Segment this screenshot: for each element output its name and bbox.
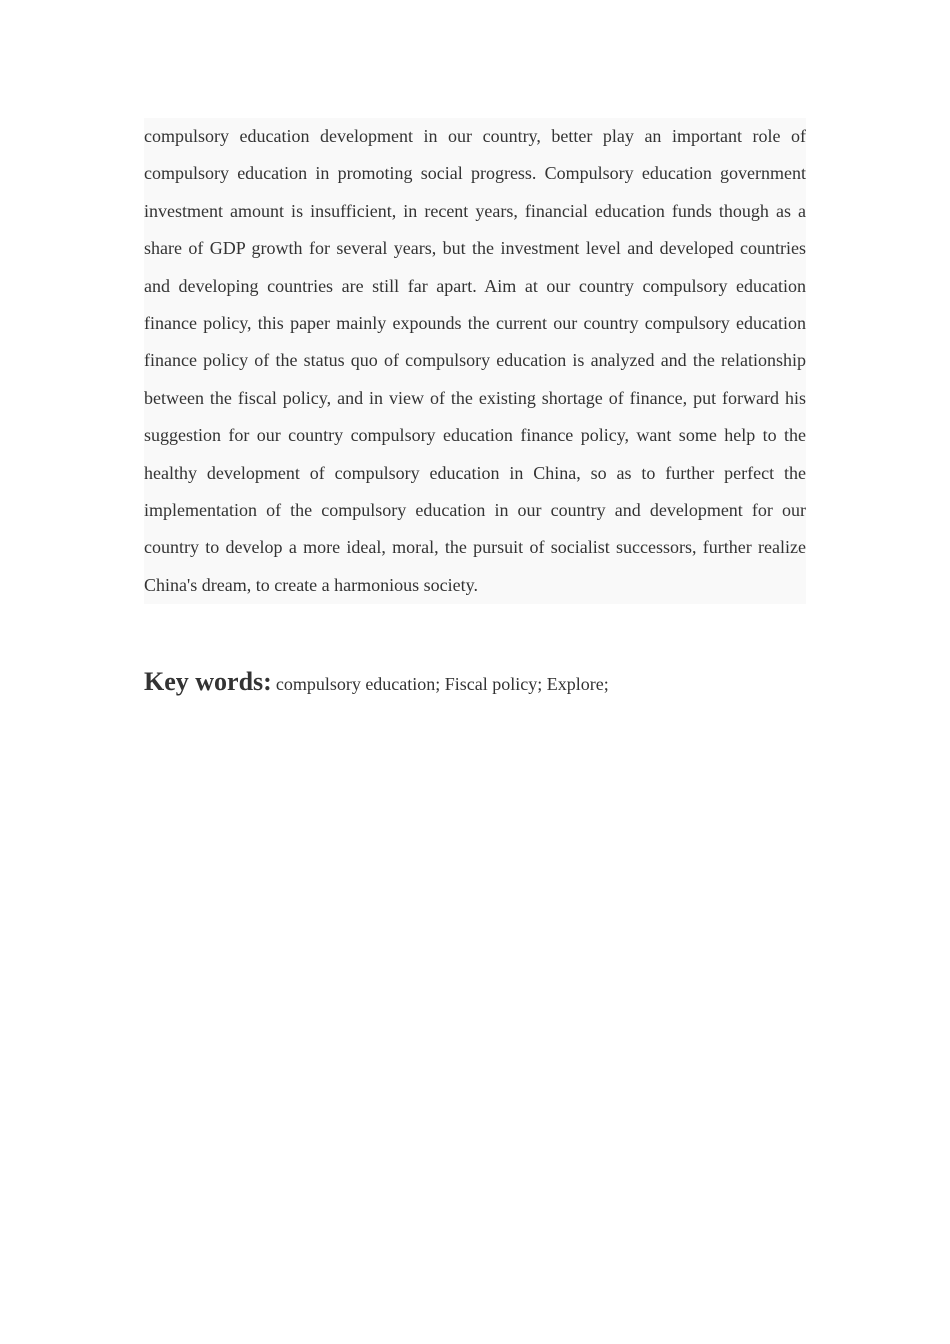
keywords-label: Key words: xyxy=(144,667,272,696)
abstract-text: compulsory education development in our country, better play an important role of compulsory education in promoting social progress. Compulsory education government investment amount is insufficient, in recent years, financial education funds though as a share of GDP growth for several years, but the investment level and developed countries and developing countries are still far apart. Aim at our country compulsory education finance policy, this paper mainly expounds the current our country compulsory education finance policy of the status quo of compulsory education is analyzed and the relationship between the fiscal policy, and in view of the existing shortage of finance, put forward his suggestion for our country compulsory education finance policy, want some help to the healthy development of compulsory education in China, so as to further perfect the implementation of the compulsory education in our country and development for our country to develop a more ideal, moral, the pursuit of socialist successors, further realize China's dream, to create a harmonious society. xyxy=(144,126,806,595)
keywords-value: compulsory education; Fiscal policy; Explore; xyxy=(275,674,609,694)
keywords-line xyxy=(144,662,806,706)
abstract-paragraph-block xyxy=(144,118,806,604)
